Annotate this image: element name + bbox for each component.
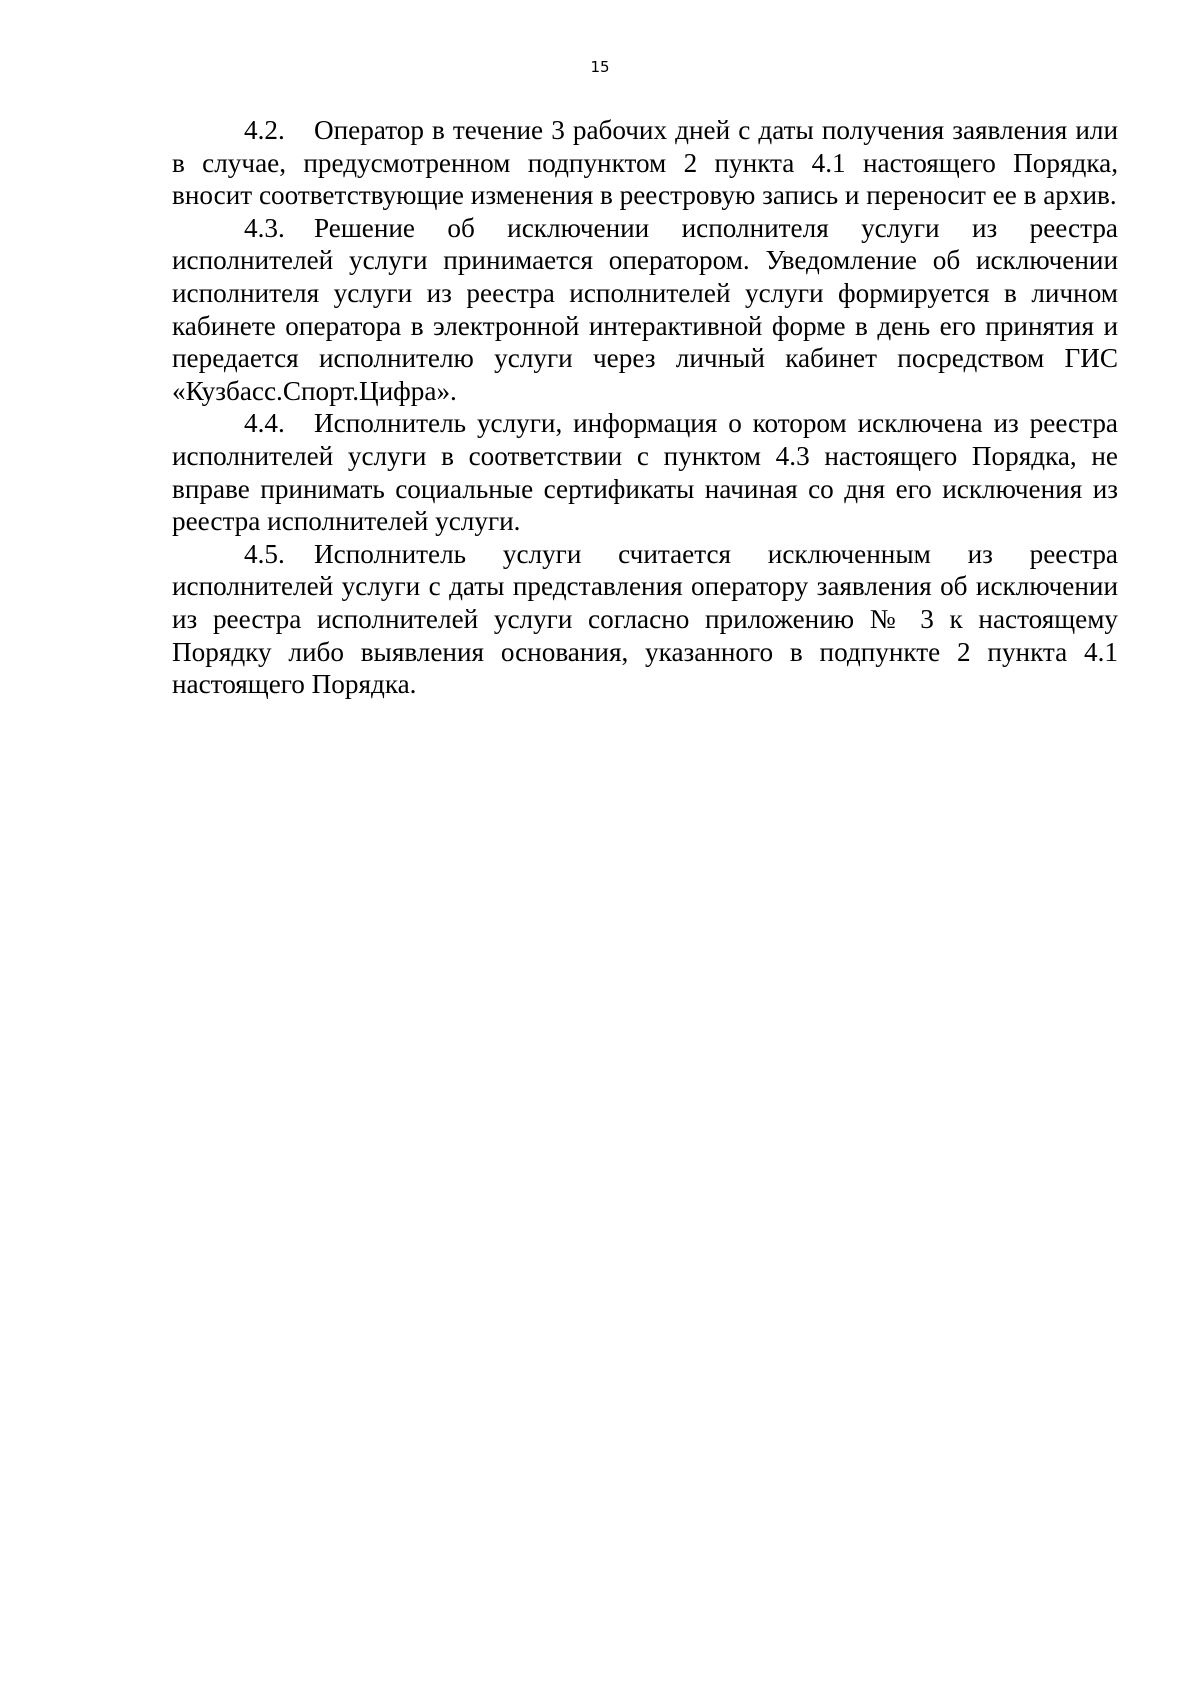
document-body: [172, 114, 1118, 701]
page-number: 15: [590, 58, 610, 76]
paragraph-4-4: [172, 407, 1118, 537]
paragraph-text: Оператор в течение 3 рабочих дней с даты получения заявления или в случае, предусмотренном подпунктом 2 пункта 4.1 настоящего Порядка, вносит соответствующие изменения в реестровую запись и переносит ее в архив.: [172, 115, 1118, 211]
paragraph-text: Решение об исключении исполнителя услуги из реестра исполнителей услуги принимается оператором. Уведомление об исключении исполнителя услуги из реестра исполнителей услуги формируется в личном кабинете оператора в электронной интерактивной форме в день его принятия и передается исполнителю услуги через личный кабинет посредством ГИС «Кузбасс.Спорт.Цифра».: [172, 212, 1118, 406]
paragraph-number: 4.4.: [244, 408, 285, 439]
paragraph-number: 4.2.: [244, 115, 285, 145]
paragraph-number: 4.3.: [244, 212, 285, 243]
paragraph-4-5: [172, 538, 1118, 701]
paragraph-number: 4.5.: [244, 538, 285, 569]
paragraph-text: Исполнитель услуги считается исключенным из реестра исполнителей услуги с даты представления оператору заявления об исключении из реестра исполнителей услуги согласно приложению № 3 к настоящему Порядку либо выявления основания, указанного в подпункте 2 пункта 4.1 настоящего Порядка.: [172, 538, 1118, 700]
paragraph-text: Исполнитель услуги, информация о котором исключена из реестра исполнителей услуги в соответствии с пунктом 4.3 настоящего Порядка, не вправе принимать социальные сертификаты начиная со дня его исключения из реестра исполнителей услуги.: [172, 408, 1118, 537]
paragraph-4-3: [172, 212, 1118, 408]
paragraph-4-2: [172, 114, 1118, 212]
